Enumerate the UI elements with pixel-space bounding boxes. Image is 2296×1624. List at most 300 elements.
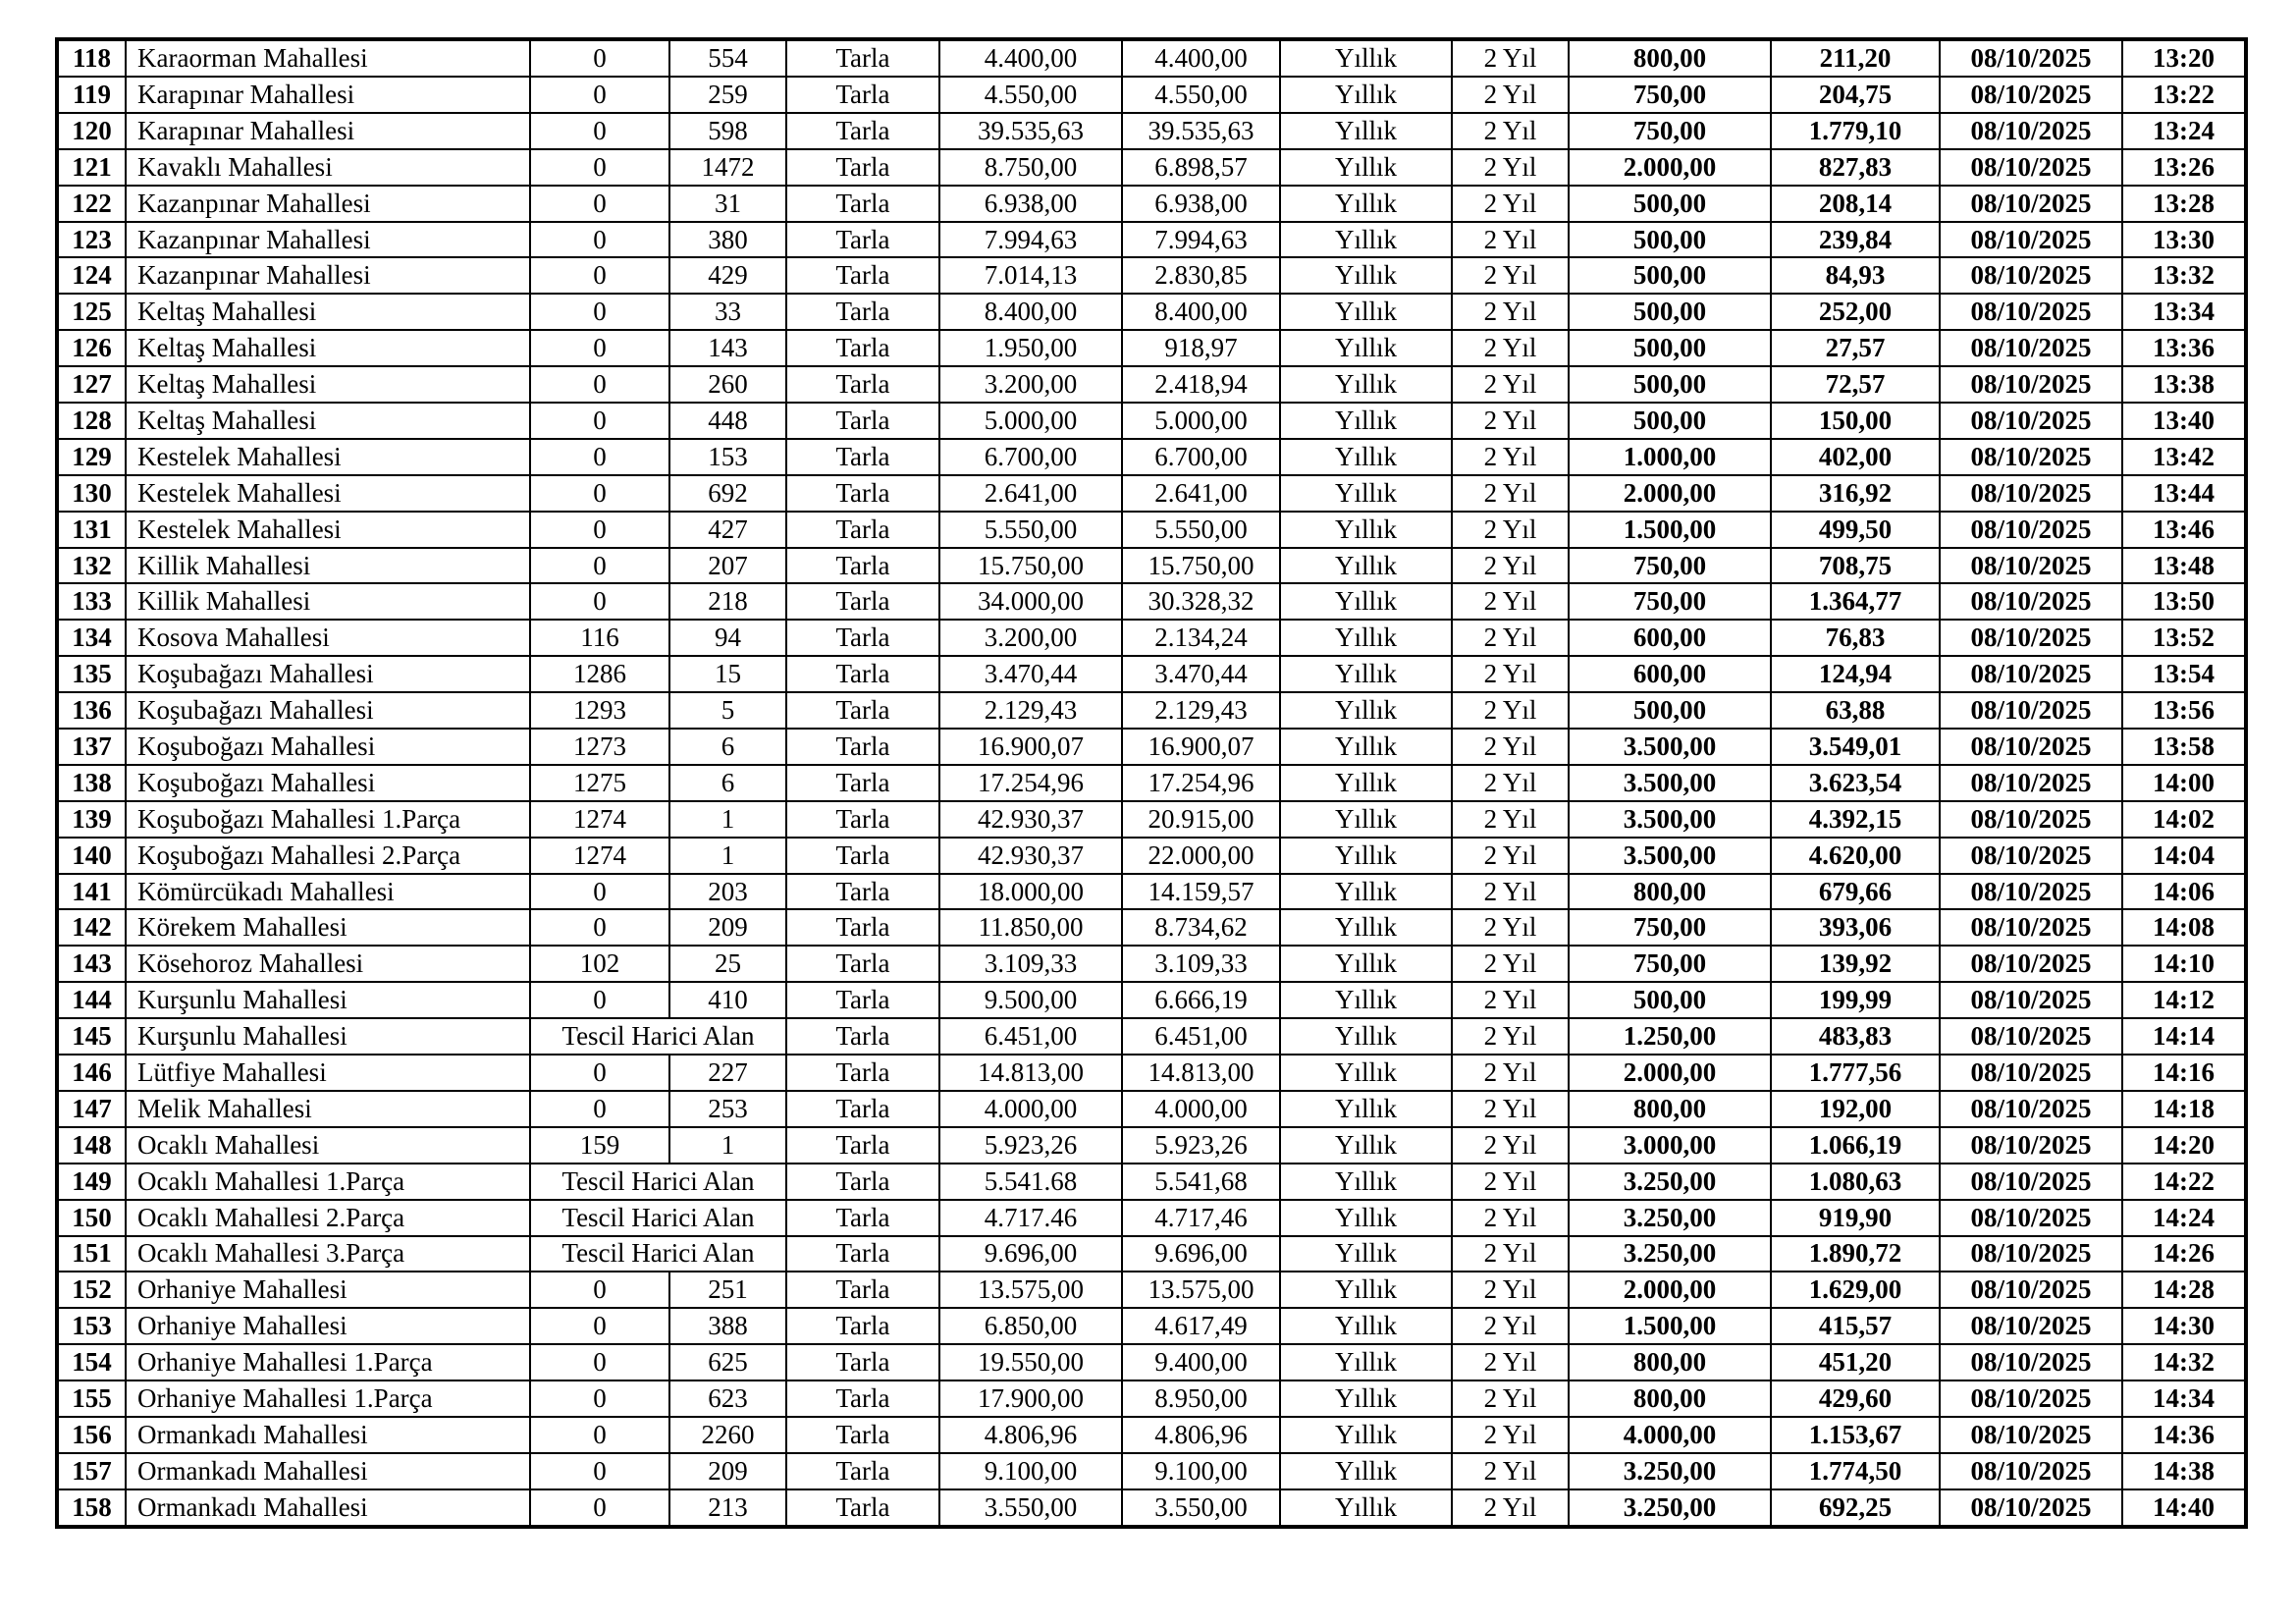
cell-land-type: Tarla xyxy=(786,1164,939,1200)
cell-date: 08/10/2025 xyxy=(1940,1127,2122,1164)
cell-time: 13:22 xyxy=(2122,77,2246,113)
cell-amount-4: 1.777,56 xyxy=(1771,1055,1940,1091)
cell-row-number: 129 xyxy=(57,439,126,475)
cell-lease-term: 2 Yıl xyxy=(1452,1380,1569,1417)
cell-amount-3: 800,00 xyxy=(1569,1344,1771,1380)
cell-lease-term: 2 Yıl xyxy=(1452,1091,1569,1127)
cell-lease-term: 2 Yıl xyxy=(1452,982,1569,1018)
cell-amount-4: 150,00 xyxy=(1771,403,1940,439)
cell-parcel-number: 1 xyxy=(669,801,786,838)
cell-time: 14:04 xyxy=(2122,838,2246,874)
cell-amount-1: 4.000,00 xyxy=(939,1091,1122,1127)
cell-land-type: Tarla xyxy=(786,1200,939,1236)
cell-lease-term: 2 Yıl xyxy=(1452,801,1569,838)
cell-payment-period: Yıllık xyxy=(1280,186,1452,222)
cell-amount-1: 6.938,00 xyxy=(939,186,1122,222)
cell-amount-1: 5.541.68 xyxy=(939,1164,1122,1200)
cell-amount-4: 27,57 xyxy=(1771,330,1940,366)
cell-amount-4: 827,83 xyxy=(1771,149,1940,186)
cell-payment-period: Yıllık xyxy=(1280,1091,1452,1127)
cell-parcel-number: 6 xyxy=(669,729,786,765)
table-row xyxy=(57,1164,2246,1200)
table-row xyxy=(57,874,2246,910)
cell-date: 08/10/2025 xyxy=(1940,765,2122,801)
table-row xyxy=(57,1091,2246,1127)
cell-amount-1: 17.254,96 xyxy=(939,765,1122,801)
cell-parcel-number: 25 xyxy=(669,946,786,982)
cell-row-number: 157 xyxy=(57,1453,126,1489)
table-row xyxy=(57,946,2246,982)
cell-block-number: 0 xyxy=(530,548,669,584)
table-row xyxy=(57,548,2246,584)
cell-lease-term: 2 Yıl xyxy=(1452,366,1569,403)
cell-land-type: Tarla xyxy=(786,656,939,692)
cell-land-type: Tarla xyxy=(786,548,939,584)
cell-payment-period: Yıllık xyxy=(1280,1380,1452,1417)
cell-payment-period: Yıllık xyxy=(1280,77,1452,113)
cell-amount-3: 500,00 xyxy=(1569,982,1771,1018)
cell-lease-term: 2 Yıl xyxy=(1452,1344,1569,1380)
cell-block-number: 0 xyxy=(530,439,669,475)
cell-amount-2: 20.915,00 xyxy=(1122,801,1280,838)
cell-time: 14:02 xyxy=(2122,801,2246,838)
cell-block-number: 1293 xyxy=(530,692,669,729)
cell-row-number: 124 xyxy=(57,257,126,294)
cell-parcel-number: 554 xyxy=(669,39,786,77)
cell-neighborhood-name: Ocaklı Mahallesi xyxy=(126,1127,530,1164)
cell-amount-2: 4.806,96 xyxy=(1122,1417,1280,1453)
cell-amount-3: 750,00 xyxy=(1569,583,1771,620)
cell-amount-1: 3.109,33 xyxy=(939,946,1122,982)
cell-amount-3: 750,00 xyxy=(1569,548,1771,584)
cell-amount-1: 6.850,00 xyxy=(939,1308,1122,1344)
cell-parcel-number: 251 xyxy=(669,1272,786,1308)
cell-time: 14:18 xyxy=(2122,1091,2246,1127)
cell-amount-4: 124,94 xyxy=(1771,656,1940,692)
cell-block-number: 0 xyxy=(530,113,669,149)
cell-neighborhood-name: Keltaş Mahallesi xyxy=(126,403,530,439)
cell-lease-term: 2 Yıl xyxy=(1452,39,1569,77)
cell-parcel-number: 2260 xyxy=(669,1417,786,1453)
cell-amount-2: 9.100,00 xyxy=(1122,1453,1280,1489)
cell-parcel-number: 598 xyxy=(669,113,786,149)
cell-lease-term: 2 Yıl xyxy=(1452,1489,1569,1527)
cell-amount-1: 13.575,00 xyxy=(939,1272,1122,1308)
cell-block-number: 0 xyxy=(530,294,669,330)
cell-amount-1: 17.900,00 xyxy=(939,1380,1122,1417)
cell-amount-2: 4.717,46 xyxy=(1122,1200,1280,1236)
cell-amount-3: 500,00 xyxy=(1569,692,1771,729)
table-row xyxy=(57,1200,2246,1236)
cell-lease-term: 2 Yıl xyxy=(1452,1272,1569,1308)
cell-parcel-number: 209 xyxy=(669,909,786,946)
cell-lease-term: 2 Yıl xyxy=(1452,946,1569,982)
cell-time: 14:00 xyxy=(2122,765,2246,801)
cell-block-parcel-merged: Tescil Harici Alan xyxy=(530,1200,786,1236)
cell-amount-3: 3.500,00 xyxy=(1569,801,1771,838)
cell-time: 13:28 xyxy=(2122,186,2246,222)
table-row xyxy=(57,257,2246,294)
table-row xyxy=(57,1236,2246,1272)
cell-amount-4: 211,20 xyxy=(1771,39,1940,77)
cell-amount-3: 3.500,00 xyxy=(1569,729,1771,765)
cell-amount-2: 2.134,24 xyxy=(1122,620,1280,656)
cell-amount-4: 76,83 xyxy=(1771,620,1940,656)
cell-amount-4: 1.080,63 xyxy=(1771,1164,1940,1200)
cell-time: 13:44 xyxy=(2122,475,2246,512)
cell-amount-3: 3.250,00 xyxy=(1569,1489,1771,1527)
cell-amount-1: 4.717.46 xyxy=(939,1200,1122,1236)
cell-lease-term: 2 Yıl xyxy=(1452,77,1569,113)
cell-row-number: 119 xyxy=(57,77,126,113)
cell-neighborhood-name: Koşubağazı Mahallesi xyxy=(126,656,530,692)
cell-parcel-number: 623 xyxy=(669,1380,786,1417)
cell-lease-term: 2 Yıl xyxy=(1452,729,1569,765)
cell-lease-term: 2 Yıl xyxy=(1452,838,1569,874)
cell-payment-period: Yıllık xyxy=(1280,765,1452,801)
cell-amount-4: 208,14 xyxy=(1771,186,1940,222)
cell-amount-4: 239,84 xyxy=(1771,222,1940,258)
cell-time: 13:36 xyxy=(2122,330,2246,366)
cell-block-number: 0 xyxy=(530,874,669,910)
cell-amount-2: 7.994,63 xyxy=(1122,222,1280,258)
cell-amount-4: 1.774,50 xyxy=(1771,1453,1940,1489)
cell-amount-2: 2.830,85 xyxy=(1122,257,1280,294)
cell-lease-term: 2 Yıl xyxy=(1452,113,1569,149)
cell-land-type: Tarla xyxy=(786,729,939,765)
cell-land-type: Tarla xyxy=(786,475,939,512)
cell-payment-period: Yıllık xyxy=(1280,149,1452,186)
table-row xyxy=(57,113,2246,149)
cell-payment-period: Yıllık xyxy=(1280,475,1452,512)
cell-parcel-number: 153 xyxy=(669,439,786,475)
cell-payment-period: Yıllık xyxy=(1280,1236,1452,1272)
cell-date: 08/10/2025 xyxy=(1940,982,2122,1018)
cell-row-number: 158 xyxy=(57,1489,126,1527)
cell-amount-4: 1.066,19 xyxy=(1771,1127,1940,1164)
cell-lease-term: 2 Yıl xyxy=(1452,874,1569,910)
cell-date: 08/10/2025 xyxy=(1940,801,2122,838)
cell-amount-3: 500,00 xyxy=(1569,294,1771,330)
cell-time: 14:12 xyxy=(2122,982,2246,1018)
cell-payment-period: Yıllık xyxy=(1280,113,1452,149)
cell-time: 14:22 xyxy=(2122,1164,2246,1200)
cell-lease-term: 2 Yıl xyxy=(1452,294,1569,330)
cell-payment-period: Yıllık xyxy=(1280,1200,1452,1236)
cell-row-number: 150 xyxy=(57,1200,126,1236)
cell-date: 08/10/2025 xyxy=(1940,186,2122,222)
cell-time: 13:54 xyxy=(2122,656,2246,692)
cell-amount-4: 1.153,67 xyxy=(1771,1417,1940,1453)
cell-parcel-number: 209 xyxy=(669,1453,786,1489)
cell-parcel-number: 429 xyxy=(669,257,786,294)
cell-amount-3: 1.000,00 xyxy=(1569,439,1771,475)
cell-parcel-number: 427 xyxy=(669,512,786,548)
cell-amount-1: 18.000,00 xyxy=(939,874,1122,910)
cell-lease-term: 2 Yıl xyxy=(1452,1018,1569,1055)
cell-payment-period: Yıllık xyxy=(1280,39,1452,77)
cell-land-type: Tarla xyxy=(786,765,939,801)
cell-row-number: 128 xyxy=(57,403,126,439)
table-row xyxy=(57,149,2246,186)
cell-amount-3: 3.250,00 xyxy=(1569,1236,1771,1272)
cell-date: 08/10/2025 xyxy=(1940,1308,2122,1344)
cell-lease-term: 2 Yıl xyxy=(1452,512,1569,548)
cell-date: 08/10/2025 xyxy=(1940,1453,2122,1489)
cell-block-number: 0 xyxy=(530,475,669,512)
cell-time: 13:26 xyxy=(2122,149,2246,186)
cell-time: 14:16 xyxy=(2122,1055,2246,1091)
cell-land-type: Tarla xyxy=(786,113,939,149)
cell-lease-term: 2 Yıl xyxy=(1452,403,1569,439)
table-row xyxy=(57,1344,2246,1380)
cell-amount-2: 4.400,00 xyxy=(1122,39,1280,77)
cell-amount-4: 393,06 xyxy=(1771,909,1940,946)
cell-amount-3: 3.500,00 xyxy=(1569,765,1771,801)
cell-block-parcel-merged: Tescil Harici Alan xyxy=(530,1164,786,1200)
cell-payment-period: Yıllık xyxy=(1280,403,1452,439)
cell-land-type: Tarla xyxy=(786,620,939,656)
cell-block-number: 0 xyxy=(530,149,669,186)
cell-parcel-number: 1472 xyxy=(669,149,786,186)
cell-amount-1: 9.696,00 xyxy=(939,1236,1122,1272)
table-row xyxy=(57,1308,2246,1344)
cell-date: 08/10/2025 xyxy=(1940,1091,2122,1127)
cell-block-number: 0 xyxy=(530,1055,669,1091)
cell-amount-1: 42.930,37 xyxy=(939,838,1122,874)
cell-neighborhood-name: Keltaş Mahallesi xyxy=(126,330,530,366)
cell-land-type: Tarla xyxy=(786,946,939,982)
cell-block-number: 0 xyxy=(530,77,669,113)
cell-payment-period: Yıllık xyxy=(1280,294,1452,330)
cell-block-number: 1274 xyxy=(530,838,669,874)
cell-row-number: 144 xyxy=(57,982,126,1018)
cell-block-number: 0 xyxy=(530,583,669,620)
cell-date: 08/10/2025 xyxy=(1940,656,2122,692)
cell-neighborhood-name: Ocaklı Mahallesi 3.Parça xyxy=(126,1236,530,1272)
cell-time: 14:34 xyxy=(2122,1380,2246,1417)
cell-amount-2: 2.641,00 xyxy=(1122,475,1280,512)
cell-block-number: 0 xyxy=(530,403,669,439)
table-row xyxy=(57,765,2246,801)
cell-parcel-number: 448 xyxy=(669,403,786,439)
cell-land-type: Tarla xyxy=(786,1489,939,1527)
cell-land-type: Tarla xyxy=(786,186,939,222)
cell-parcel-number: 94 xyxy=(669,620,786,656)
cell-block-number: 0 xyxy=(530,1417,669,1453)
cell-block-number: 1273 xyxy=(530,729,669,765)
cell-amount-4: 4.392,15 xyxy=(1771,801,1940,838)
cell-block-number: 0 xyxy=(530,222,669,258)
cell-block-number: 0 xyxy=(530,1091,669,1127)
cell-date: 08/10/2025 xyxy=(1940,1236,2122,1272)
cell-parcel-number: 6 xyxy=(669,765,786,801)
cell-date: 08/10/2025 xyxy=(1940,1200,2122,1236)
cell-payment-period: Yıllık xyxy=(1280,1344,1452,1380)
cell-neighborhood-name: Kurşunlu Mahallesi xyxy=(126,982,530,1018)
table-row xyxy=(57,330,2246,366)
cell-row-number: 125 xyxy=(57,294,126,330)
table-row xyxy=(57,656,2246,692)
cell-row-number: 145 xyxy=(57,1018,126,1055)
cell-amount-2: 918,97 xyxy=(1122,330,1280,366)
cell-time: 14:26 xyxy=(2122,1236,2246,1272)
cell-date: 08/10/2025 xyxy=(1940,1417,2122,1453)
cell-payment-period: Yıllık xyxy=(1280,656,1452,692)
cell-amount-3: 500,00 xyxy=(1569,330,1771,366)
cell-date: 08/10/2025 xyxy=(1940,620,2122,656)
cell-block-parcel-merged: Tescil Harici Alan xyxy=(530,1018,786,1055)
cell-date: 08/10/2025 xyxy=(1940,475,2122,512)
cell-amount-4: 3.623,54 xyxy=(1771,765,1940,801)
table-row xyxy=(57,186,2246,222)
cell-payment-period: Yıllık xyxy=(1280,1018,1452,1055)
cell-payment-period: Yıllık xyxy=(1280,1164,1452,1200)
cell-land-type: Tarla xyxy=(786,1091,939,1127)
cell-amount-2: 2.129,43 xyxy=(1122,692,1280,729)
cell-neighborhood-name: Körekem Mahallesi xyxy=(126,909,530,946)
cell-row-number: 132 xyxy=(57,548,126,584)
cell-neighborhood-name: Melik Mahallesi xyxy=(126,1091,530,1127)
cell-amount-4: 139,92 xyxy=(1771,946,1940,982)
cell-amount-1: 5.000,00 xyxy=(939,403,1122,439)
cell-neighborhood-name: Kosova Mahallesi xyxy=(126,620,530,656)
cell-time: 13:30 xyxy=(2122,222,2246,258)
cell-amount-3: 4.000,00 xyxy=(1569,1417,1771,1453)
cell-amount-3: 500,00 xyxy=(1569,257,1771,294)
cell-row-number: 131 xyxy=(57,512,126,548)
table-row xyxy=(57,909,2246,946)
cell-block-number: 0 xyxy=(530,1453,669,1489)
cell-amount-3: 500,00 xyxy=(1569,186,1771,222)
cell-payment-period: Yıllık xyxy=(1280,620,1452,656)
cell-amount-3: 800,00 xyxy=(1569,39,1771,77)
cell-neighborhood-name: Ormankadı Mahallesi xyxy=(126,1489,530,1527)
cell-payment-period: Yıllık xyxy=(1280,548,1452,584)
cell-lease-term: 2 Yıl xyxy=(1452,1127,1569,1164)
cell-land-type: Tarla xyxy=(786,1344,939,1380)
table-row xyxy=(57,294,2246,330)
cell-amount-3: 2.000,00 xyxy=(1569,475,1771,512)
cell-amount-2: 8.950,00 xyxy=(1122,1380,1280,1417)
cell-amount-1: 3.470,44 xyxy=(939,656,1122,692)
cell-row-number: 120 xyxy=(57,113,126,149)
table-row xyxy=(57,403,2246,439)
cell-neighborhood-name: Koşuboğazı Mahallesi 2.Parça xyxy=(126,838,530,874)
table-row xyxy=(57,1127,2246,1164)
cell-date: 08/10/2025 xyxy=(1940,874,2122,910)
cell-neighborhood-name: Orhaniye Mahallesi 1.Parça xyxy=(126,1344,530,1380)
cell-row-number: 153 xyxy=(57,1308,126,1344)
cell-amount-4: 1.779,10 xyxy=(1771,113,1940,149)
cell-parcel-number: 15 xyxy=(669,656,786,692)
cell-row-number: 152 xyxy=(57,1272,126,1308)
cell-neighborhood-name: Kazanpınar Mahallesi xyxy=(126,222,530,258)
cell-date: 08/10/2025 xyxy=(1940,222,2122,258)
cell-row-number: 122 xyxy=(57,186,126,222)
cell-row-number: 143 xyxy=(57,946,126,982)
cell-lease-term: 2 Yıl xyxy=(1452,548,1569,584)
cell-row-number: 136 xyxy=(57,692,126,729)
cell-land-type: Tarla xyxy=(786,1018,939,1055)
cell-amount-4: 3.549,01 xyxy=(1771,729,1940,765)
cell-neighborhood-name: Killik Mahallesi xyxy=(126,548,530,584)
table-row xyxy=(57,512,2246,548)
cell-payment-period: Yıllık xyxy=(1280,1127,1452,1164)
cell-time: 13:24 xyxy=(2122,113,2246,149)
table-row xyxy=(57,801,2246,838)
cell-land-type: Tarla xyxy=(786,1272,939,1308)
cell-block-number: 0 xyxy=(530,257,669,294)
cell-land-type: Tarla xyxy=(786,439,939,475)
cell-parcel-number: 260 xyxy=(669,366,786,403)
cell-lease-term: 2 Yıl xyxy=(1452,330,1569,366)
cell-date: 08/10/2025 xyxy=(1940,1018,2122,1055)
cell-amount-2: 9.400,00 xyxy=(1122,1344,1280,1380)
cell-amount-3: 1.500,00 xyxy=(1569,1308,1771,1344)
cell-amount-1: 8.750,00 xyxy=(939,149,1122,186)
cell-parcel-number: 31 xyxy=(669,186,786,222)
cell-parcel-number: 1 xyxy=(669,1127,786,1164)
cell-amount-4: 4.620,00 xyxy=(1771,838,1940,874)
cell-amount-1: 14.813,00 xyxy=(939,1055,1122,1091)
cell-row-number: 126 xyxy=(57,330,126,366)
cell-amount-1: 7.994,63 xyxy=(939,222,1122,258)
cell-amount-1: 6.700,00 xyxy=(939,439,1122,475)
cell-amount-2: 6.700,00 xyxy=(1122,439,1280,475)
cell-time: 14:40 xyxy=(2122,1489,2246,1527)
table-row xyxy=(57,838,2246,874)
cell-neighborhood-name: Orhaniye Mahallesi xyxy=(126,1272,530,1308)
cell-parcel-number: 213 xyxy=(669,1489,786,1527)
cell-amount-4: 72,57 xyxy=(1771,366,1940,403)
cell-amount-4: 1.890,72 xyxy=(1771,1236,1940,1272)
cell-amount-2: 5.541,68 xyxy=(1122,1164,1280,1200)
table-row xyxy=(57,583,2246,620)
cell-amount-1: 9.500,00 xyxy=(939,982,1122,1018)
cell-time: 14:08 xyxy=(2122,909,2246,946)
cell-neighborhood-name: Ocaklı Mahallesi 1.Parça xyxy=(126,1164,530,1200)
cell-amount-3: 800,00 xyxy=(1569,1380,1771,1417)
cell-block-number: 1274 xyxy=(530,801,669,838)
cell-amount-4: 1.364,77 xyxy=(1771,583,1940,620)
cell-payment-period: Yıllık xyxy=(1280,583,1452,620)
cell-amount-4: 204,75 xyxy=(1771,77,1940,113)
cell-land-type: Tarla xyxy=(786,583,939,620)
cell-lease-term: 2 Yıl xyxy=(1452,1164,1569,1200)
cell-amount-2: 3.470,44 xyxy=(1122,656,1280,692)
cell-amount-2: 4.550,00 xyxy=(1122,77,1280,113)
cell-amount-2: 3.109,33 xyxy=(1122,946,1280,982)
cell-amount-2: 2.418,94 xyxy=(1122,366,1280,403)
cell-parcel-number: 227 xyxy=(669,1055,786,1091)
cell-date: 08/10/2025 xyxy=(1940,1055,2122,1091)
cell-payment-period: Yıllık xyxy=(1280,1308,1452,1344)
cell-time: 14:06 xyxy=(2122,874,2246,910)
cell-neighborhood-name: Karaorman Mahallesi xyxy=(126,39,530,77)
cell-amount-4: 252,00 xyxy=(1771,294,1940,330)
cell-amount-4: 451,20 xyxy=(1771,1344,1940,1380)
cell-neighborhood-name: Orhaniye Mahallesi xyxy=(126,1308,530,1344)
cell-amount-1: 8.400,00 xyxy=(939,294,1122,330)
cell-date: 08/10/2025 xyxy=(1940,330,2122,366)
cell-block-number: 0 xyxy=(530,982,669,1018)
cell-row-number: 148 xyxy=(57,1127,126,1164)
cell-land-type: Tarla xyxy=(786,222,939,258)
table-row xyxy=(57,77,2246,113)
cell-parcel-number: 5 xyxy=(669,692,786,729)
cell-amount-3: 500,00 xyxy=(1569,403,1771,439)
